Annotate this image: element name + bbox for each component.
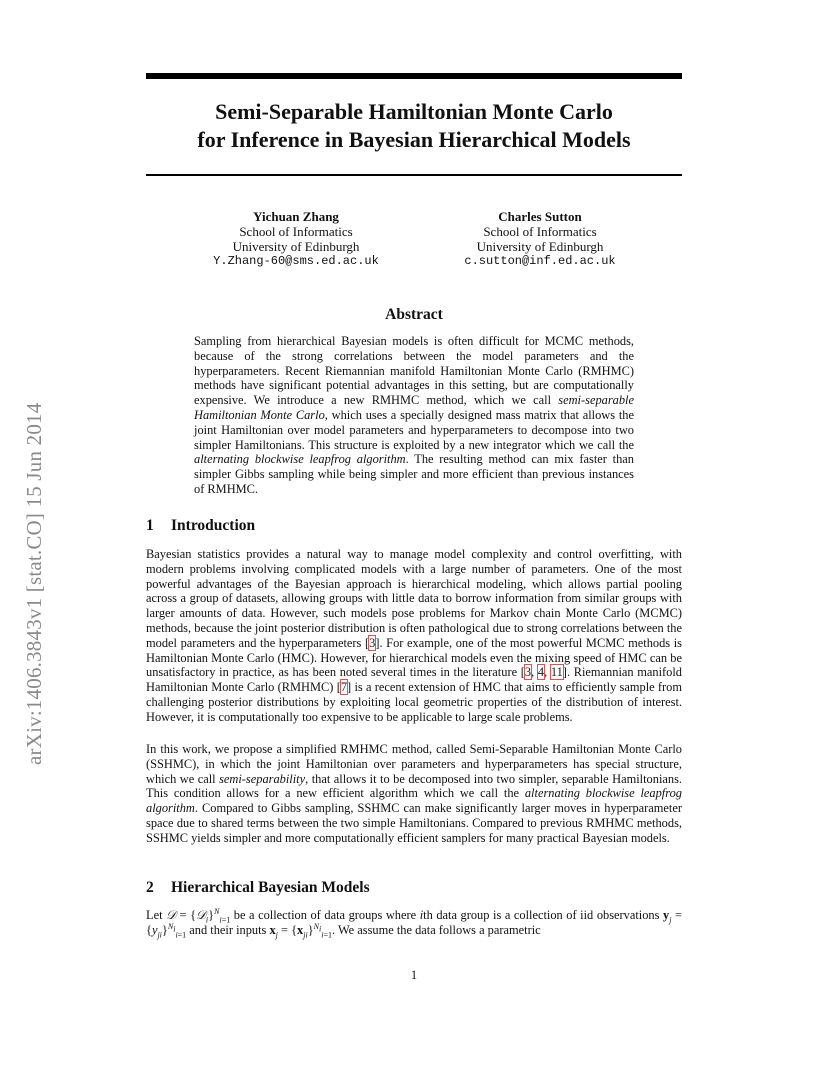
abstract-text-part: , which uses a specially designed mass matrix that allows the joint Hamiltonian over model parameters and hyperparameters to decompose into two simpler Hamiltonians. This structure is exploited by a new integrator which we call the (194, 407, 634, 452)
citation-link[interactable]: 11 (550, 665, 563, 680)
paragraph-text: . Riemannian manifold Hamiltonian Monte Carlo (RMHMC) (146, 665, 682, 695)
paragraph-text: Let (146, 908, 167, 922)
abstract-heading: Abstract (385, 306, 443, 323)
section-title: Introduction (171, 517, 256, 534)
math-observations-definition: $y_j = \{y_{ji}\}^{N_i}_{i=1}$ (146, 908, 683, 940)
author-email: c.sutton@inf.ed.ac.uk (464, 254, 616, 268)
arxiv-identifier-stamp: arXiv:1406.3843v1 [stat.CO] 15 Jun 2014 (22, 402, 46, 765)
author-university: University of Edinburgh (476, 239, 604, 254)
citation-link[interactable]: 4 (537, 665, 545, 680)
math-inputs-definition: $x_j = \{x_{ji}\}^{N_i}_{i=1}$ (269, 921, 332, 940)
abstract-emphasis: semi-separable Hamiltonian Monte Carlo (194, 393, 634, 422)
paragraph-text: Bayesian statistics provides a natural way to manage model complexity and control overfitting, with modern problems involving complicated models with a large number of parameters. One of the most powerful advantages of the Bayesian approach is hierarchical modeling, which allows partial pooling across a group of datasets, allowing groups with little data to borrow information from similar groups with larger amounts of data. However, such models pose problems for Markov chain Monte Carlo (MCMC) methods, because the joint posterior distribution is often pathological due to strong correlations between the model parameters and the hyperparameters (146, 547, 682, 650)
paragraph-text: , that allows it to be decomposed into two simpler, separable Hamiltonians. This condition allows for a new efficient algorithm which we call the (146, 771, 682, 801)
paragraph-emphasis: semi-separability (219, 771, 306, 786)
introduction-paragraph-2 (146, 742, 682, 846)
paragraph-text: be a collection of data groups where (230, 908, 420, 922)
math-dataset-definition: 𝒟 = {𝒟$_i$}$^N_{i=1}$ (166, 906, 231, 925)
abstract-text (194, 334, 634, 497)
abstract-emphasis: alternating blockwise leapfrog algorithm (194, 452, 406, 467)
citation-link[interactable]: 3 (369, 635, 376, 650)
introduction-paragraph-1: Bayesian statistics provides a natural way to manage model complexity and control overfitting, with modern problems involving complicated models with a large number of parameters. One of the most powerful advantages of the Bayesian approach is hierarchical modeling, which allows partial pooling across a group of datasets, allowing groups with little data to borrow information from similar groups with larger amounts of data. However, such models pose problems for Markov chain Monte Carlo (MCMC) methods, because the joint posterior distribution is often pathological due to strong correlations between the model parameters and the hyperparameters [3]. For example, one of the most powerful MCMC methods is Hamiltonian Monte Carlo (HMC). However, for hierarchical models even the mixing speed of HMC can be unsatisfactory in practice, as has been noted several times in the literature [3, 4, 11]. Riemannian manifold Hamiltonian Monte Carlo (RMHMC) [7] is a recent extension of HMC that aims to efficiently sample from challenging posterior distributions by exploiting local geometric properties of the distribution of interest. However, it is computationally too expensive to be applicable to large scale problems. (146, 547, 682, 724)
author-department: School of Informatics (239, 224, 353, 239)
citation-link[interactable]: 7 (340, 680, 348, 695)
paragraph-text: . For example, one of the most powerful MCMC methods is Hamiltonian Monte Carlo (HMC). However, for hierarchical models even the mixing speed of HMC can be unsatisfactory in practice, as has been noted several times in the literature (146, 635, 682, 680)
section-title: Hierarchical Bayesian Models (171, 879, 370, 896)
section2-paragraph-1 (146, 908, 682, 938)
title-line-2: for Inference in Bayesian Hierarchical Models (197, 127, 631, 152)
section-number: 1 (146, 517, 154, 534)
paragraph-text: In this work, we propose a simplified RMHMC method, called Semi-Separable Hamiltonian Monte Carlo (SSHMC), in which the joint Hamiltonian over parameters and hyperparameters has special structure, which we call (146, 742, 682, 786)
author-university: University of Edinburgh (232, 239, 360, 254)
paragraph-text: and their inputs (186, 922, 270, 937)
paragraph-text: . Compared to Gibbs sampling, SSHMC can make significantly larger moves in hyperparameter space due to shared terms between the two simple Hamiltonians. Compared to previous RMHMC methods, SSHMC yields simpler and more computationally efficient samplers for many practical Bayesian models. (146, 801, 682, 845)
author-block-1 (196, 209, 396, 269)
author-name: Charles Sutton (498, 209, 582, 224)
author-email: Y.Zhang-60@sms.ed.ac.uk (213, 254, 379, 268)
paragraph-text: is a recent extension of HMC that aims to efficiently sample from challenging posterior distributions by exploiting local geometric properties of the distribution of interest. However, it is computationally too expensive to be applicable to large scale problems. (146, 680, 682, 724)
author-block-2 (440, 209, 640, 269)
section-number: 2 (146, 879, 154, 896)
paragraph-emphasis: alternating blockwise leapfrog algorithm (146, 786, 683, 816)
abstract-text-part: . The resulting method can mix faster than simpler Gibbs sampling while being simpler and more efficient than previous instances of RMHMC. (194, 452, 634, 496)
paragraph-text: . We assume the data follows a parametric (331, 922, 541, 937)
section-heading-hierarchical-bayesian-models (146, 879, 370, 897)
paper-title (146, 98, 682, 154)
author-department: School of Informatics (483, 224, 597, 239)
title-top-rule (146, 73, 682, 79)
page-number: 1 (410, 968, 418, 982)
paragraph-text: th data group is a collection of iid observations (423, 908, 664, 922)
title-bottom-rule (146, 174, 682, 176)
abstract-text-part: Sampling from hierarchical Bayesian models is often difficult for MCMC methods, because of the strong correlations between the model parameters and the hyperparameters. Recent Riemannian manifold Hamiltonian Monte Carlo (RMHMC) methods have significant potential advantages in this setting, but are computationally expensive. We introduce a new RMHMC method, which we call (194, 334, 634, 408)
title-line-1: Semi-Separable Hamiltonian Monte Carlo (215, 99, 613, 124)
citation-link[interactable]: 3 (524, 665, 532, 680)
section-heading-introduction (146, 517, 255, 535)
author-name: Yichuan Zhang (253, 209, 339, 224)
math-index-i: i (419, 908, 424, 922)
